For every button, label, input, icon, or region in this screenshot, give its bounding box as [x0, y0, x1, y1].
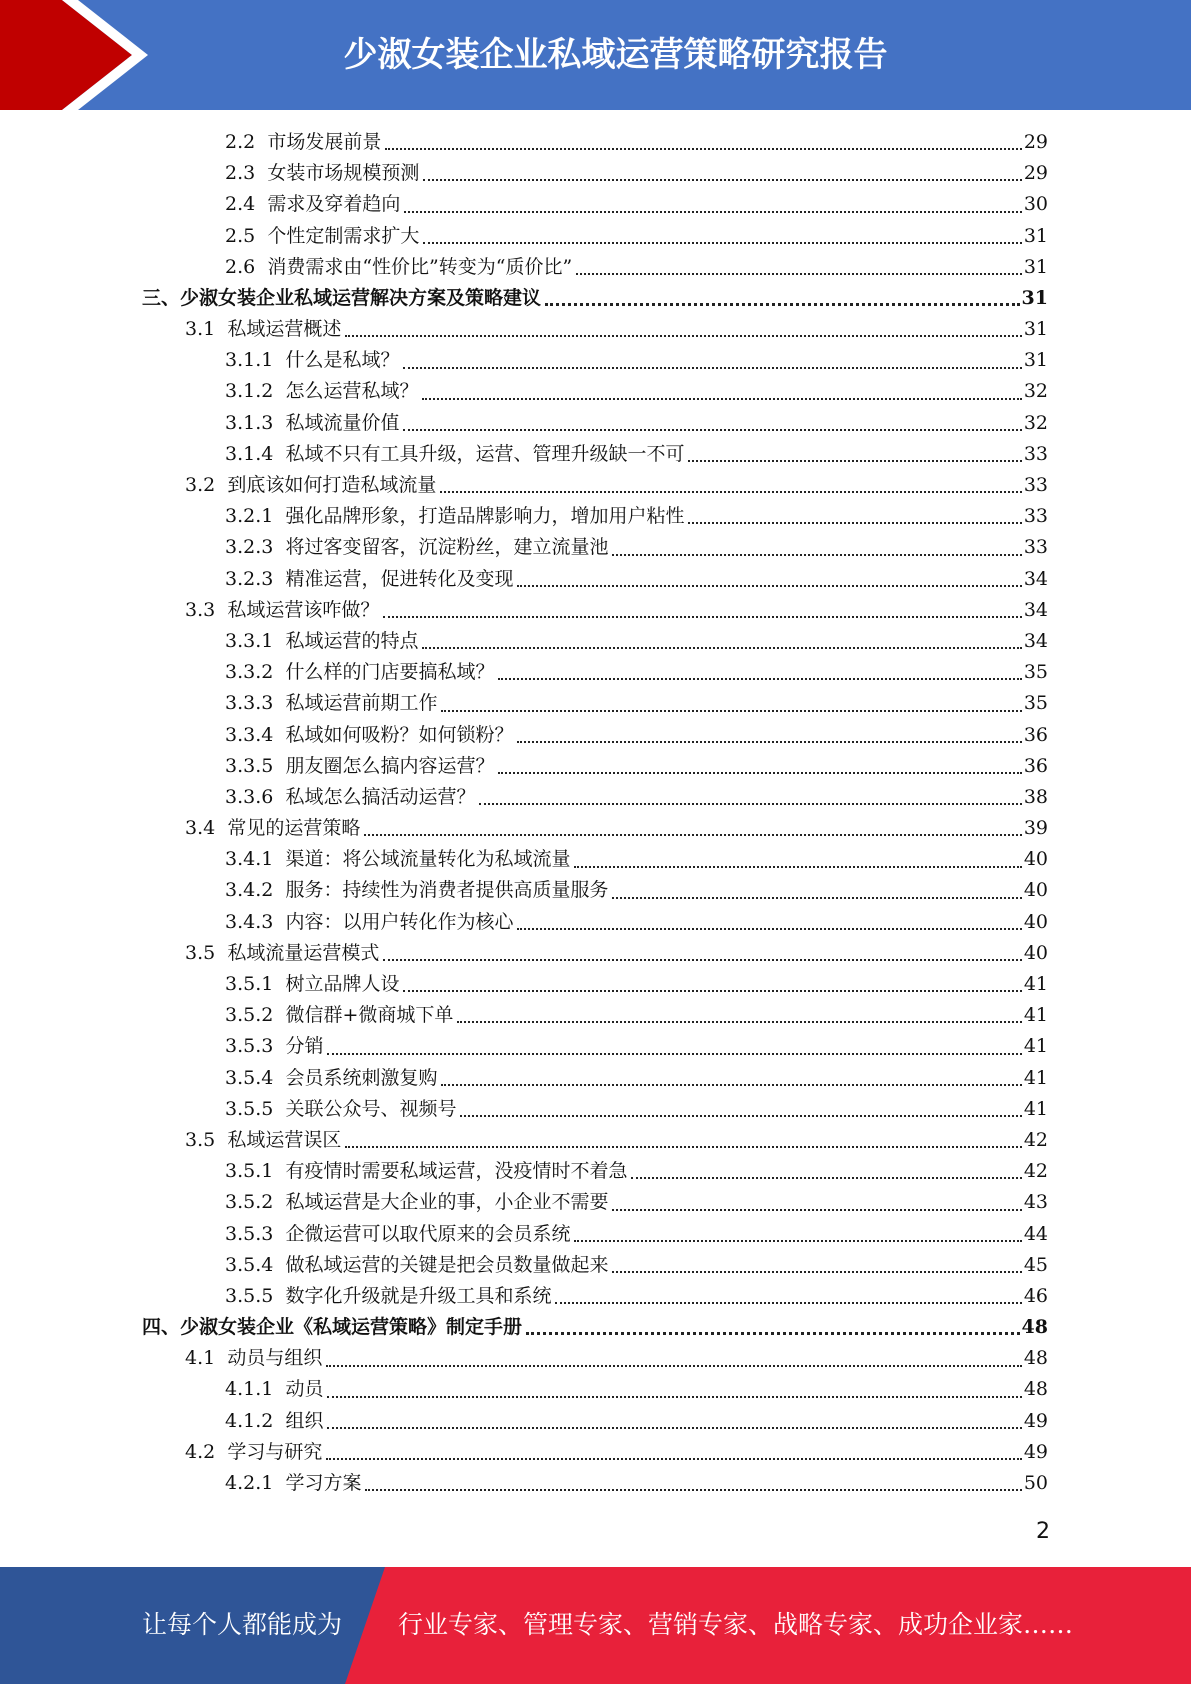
toc-dot-leader — [517, 928, 1021, 930]
toc-dot-leader — [517, 741, 1021, 743]
toc-entry[interactable] — [0, 532, 1048, 563]
toc-entry-number: 3.5.5 — [225, 1284, 274, 1307]
toc-entry[interactable] — [0, 1281, 1048, 1312]
toc-dot-leader — [327, 1396, 1021, 1398]
toc-entry-number: 3.5 — [185, 941, 216, 964]
toc-entry-number: 3.5.1 — [225, 1160, 274, 1183]
toc-entry-label: 市场发展前景 — [267, 130, 382, 153]
toc-dot-leader — [404, 211, 1021, 213]
toc-entry-page: 31 — [1023, 349, 1048, 372]
toc-dot-leader — [545, 303, 1020, 306]
toc-entry[interactable] — [0, 1156, 1048, 1187]
toc-entry[interactable] — [0, 127, 1048, 158]
toc-entry-label: 动员 — [285, 1378, 324, 1401]
toc-dot-leader — [345, 335, 1021, 337]
toc-entry-page: 35 — [1023, 661, 1048, 684]
toc-dot-leader — [440, 491, 1021, 493]
toc-entry[interactable] — [0, 720, 1048, 751]
toc-entry-page: 33 — [1023, 505, 1048, 528]
toc-entry[interactable] — [0, 1125, 1048, 1156]
toc-entry-page: 40 — [1023, 910, 1048, 933]
toc-entry-number: 3.5.4 — [225, 1066, 274, 1089]
toc-entry-page: 46 — [1023, 1284, 1048, 1307]
toc-entry-label: 强化品牌形象，打造品牌影响力，增加用户粘性 — [285, 505, 685, 528]
toc-dot-leader — [403, 429, 1021, 431]
toc-entry-page: 49 — [1023, 1440, 1048, 1463]
toc-entry-label: 精准运营，促进转化及变现 — [285, 567, 514, 590]
toc-dot-leader — [612, 554, 1021, 556]
toc-dot-leader — [364, 834, 1021, 836]
toc-entry-label: 私域流量运营模式 — [227, 941, 380, 964]
toc-entry[interactable] — [0, 158, 1048, 189]
toc-entry-page: 31 — [1023, 224, 1048, 247]
toc-entry[interactable] — [0, 1000, 1048, 1031]
page-header — [0, 0, 1191, 110]
toc-entry[interactable] — [0, 907, 1048, 938]
toc-entry-page: 42 — [1023, 1128, 1048, 1151]
toc-entry-label: 关联公众号、视频号 — [285, 1097, 457, 1120]
toc-entry-page: 41 — [1023, 973, 1048, 996]
toc-entry-number: 3.3.1 — [225, 629, 274, 652]
toc-entry[interactable] — [0, 595, 1048, 626]
toc-entry-label: 什么是私域？ — [285, 349, 400, 372]
toc-entry[interactable] — [0, 1063, 1048, 1094]
toc-entry[interactable] — [0, 657, 1048, 688]
toc-entry-label: 常见的运营策略 — [227, 817, 361, 840]
toc-entry-page: 41 — [1023, 1066, 1048, 1089]
toc-entry-label: 私域运营概述 — [227, 318, 342, 341]
toc-entry-page: 34 — [1023, 598, 1048, 621]
toc-entry-page: 31 — [1023, 255, 1048, 278]
toc-entry-label: 微信群+微商城下单 — [285, 1004, 454, 1027]
toc-entry[interactable] — [0, 470, 1048, 501]
footer-slogan-left: 让每个人都能成为 — [142, 1610, 343, 1639]
toc-dot-leader — [498, 772, 1021, 774]
toc-entry-page: 40 — [1023, 848, 1048, 871]
toc-entry[interactable] — [0, 1187, 1048, 1218]
toc-entry-number: 3.1.3 — [225, 411, 274, 434]
toc-dot-leader — [441, 710, 1021, 712]
toc-entry-page: 29 — [1023, 130, 1048, 153]
toc-dot-leader — [688, 522, 1021, 524]
toc-dot-leader — [326, 1458, 1021, 1460]
toc-entry-label: 企微运营可以取代原来的会员系统 — [285, 1222, 571, 1245]
toc-dot-leader — [574, 866, 1021, 868]
toc-entry-page: 35 — [1023, 692, 1048, 715]
toc-entry-page: 33 — [1023, 442, 1048, 465]
toc-entry-number: 2.3 — [225, 162, 256, 185]
header-arrow-red — [0, 0, 132, 110]
toc-dot-leader — [385, 148, 1021, 150]
toc-dot-leader — [422, 398, 1021, 400]
toc-entry-label: 私域运营该咋做？ — [227, 598, 380, 621]
toc-dot-leader — [423, 179, 1021, 181]
toc-dot-leader — [383, 959, 1021, 961]
toc-entry-page: 34 — [1023, 567, 1048, 590]
toc-entry-label: 动员与组织 — [227, 1347, 323, 1370]
toc-entry-number: 3.5.3 — [225, 1222, 274, 1245]
toc-entry-page: 41 — [1023, 1035, 1048, 1058]
toc-entry-page: 33 — [1023, 474, 1048, 497]
toc-entry-page: 30 — [1023, 193, 1048, 216]
toc-entry[interactable] — [0, 283, 1048, 314]
toc-entry-page: 48 — [1021, 1316, 1048, 1339]
toc-entry[interactable] — [0, 1468, 1048, 1499]
toc-dot-leader — [327, 1427, 1021, 1429]
toc-entry[interactable] — [0, 1094, 1048, 1125]
toc-entry-label: 数字化升级就是升级工具和系统 — [285, 1284, 552, 1307]
table-of-contents — [0, 127, 1191, 1499]
toc-entry-number: 3.4.1 — [225, 848, 274, 871]
toc-entry-label: 学习方案 — [285, 1472, 362, 1495]
toc-entry[interactable] — [0, 844, 1048, 875]
toc-dot-leader — [403, 367, 1021, 369]
toc-entry[interactable] — [0, 1375, 1048, 1406]
toc-entry-label: 私域如何吸粉？如何锁粉？ — [285, 723, 514, 746]
toc-entry-number: 3.5.5 — [225, 1097, 274, 1120]
toc-entry-number: 3.4.2 — [225, 879, 274, 902]
toc-entry[interactable] — [0, 782, 1048, 813]
toc-entry-number: 3.2.1 — [225, 505, 274, 528]
toc-dot-leader — [555, 1302, 1021, 1304]
toc-dot-leader — [326, 1365, 1021, 1367]
toc-dot-leader — [345, 1146, 1021, 1148]
toc-entry-page: 40 — [1023, 941, 1048, 964]
toc-entry-number: 2.2 — [225, 130, 256, 153]
toc-entry[interactable] — [0, 1406, 1048, 1437]
toc-entry-label: 三、少淑女装企业私域运营解决方案及策略建议 — [142, 286, 542, 309]
toc-entry-label: 私域运营是大企业的事，小企业不需要 — [285, 1191, 609, 1214]
toc-entry-label: 到底该如何打造私域流量 — [227, 474, 437, 497]
toc-entry-number: 4.1.2 — [225, 1409, 274, 1432]
toc-dot-leader — [441, 1084, 1021, 1086]
toc-entry-page: 44 — [1023, 1222, 1048, 1245]
toc-entry[interactable] — [0, 345, 1048, 376]
toc-entry-number: 2.5 — [225, 224, 256, 247]
toc-entry-page: 32 — [1023, 380, 1048, 403]
toc-entry-number: 3.5.2 — [225, 1004, 274, 1027]
toc-dot-leader — [498, 678, 1021, 680]
toc-entry-label: 分销 — [285, 1035, 324, 1058]
toc-entry[interactable] — [0, 1219, 1048, 1250]
page-number: 2 — [1036, 1519, 1050, 1544]
toc-dot-leader — [526, 1332, 1020, 1335]
toc-dot-leader — [383, 616, 1021, 618]
toc-entry-number: 3.5 — [185, 1128, 216, 1151]
toc-entry-number: 4.2 — [185, 1440, 216, 1463]
toc-entry-page: 29 — [1023, 162, 1048, 185]
toc-entry[interactable] — [0, 377, 1048, 408]
toc-entry[interactable] — [0, 969, 1048, 1000]
toc-entry-label: 渠道：将公域流量转化为私域流量 — [285, 848, 571, 871]
toc-entry-number: 3.1.1 — [225, 349, 274, 372]
toc-entry[interactable] — [0, 1031, 1048, 1062]
toc-entry-page: 45 — [1023, 1253, 1048, 1276]
toc-entry-label: 会员系统刺激复购 — [285, 1066, 438, 1089]
toc-entry-page: 42 — [1023, 1160, 1048, 1183]
toc-dot-leader — [631, 1177, 1021, 1179]
toc-entry-label: 学习与研究 — [227, 1440, 323, 1463]
toc-entry[interactable] — [0, 439, 1048, 470]
toc-entry-label: 四、少淑女装企业《私域运营策略》制定手册 — [142, 1316, 523, 1339]
toc-entry-number: 3.4.3 — [225, 910, 274, 933]
toc-entry-number: 4.1.1 — [225, 1378, 274, 1401]
toc-entry[interactable] — [0, 876, 1048, 907]
toc-entry-label: 需求及穿着趋向 — [267, 193, 401, 216]
toc-dot-leader — [688, 460, 1021, 462]
toc-entry-number: 4.1 — [185, 1347, 216, 1370]
toc-entry-page: 36 — [1023, 723, 1048, 746]
toc-entry[interactable] — [0, 1437, 1048, 1468]
toc-entry-number: 3.5.2 — [225, 1191, 274, 1214]
toc-entry-number: 3.5.3 — [225, 1035, 274, 1058]
toc-entry-number: 3.4 — [185, 817, 216, 840]
toc-entry-page: 31 — [1023, 318, 1048, 341]
toc-entry-page: 41 — [1023, 1004, 1048, 1027]
toc-entry-page: 33 — [1023, 536, 1048, 559]
toc-entry-label: 将过客变留客，沉淀粉丝，建立流量池 — [285, 536, 609, 559]
toc-dot-leader — [460, 1115, 1021, 1117]
toc-entry-page: 32 — [1023, 411, 1048, 434]
toc-entry[interactable] — [0, 564, 1048, 595]
toc-entry-number: 3.1 — [185, 318, 216, 341]
toc-entry-page: 39 — [1023, 817, 1048, 840]
toc-dot-leader — [612, 897, 1021, 899]
toc-entry[interactable] — [0, 501, 1048, 532]
toc-dot-leader — [576, 273, 1022, 275]
toc-entry-page: 36 — [1023, 754, 1048, 777]
toc-entry[interactable] — [0, 252, 1048, 283]
toc-entry-page: 34 — [1023, 629, 1048, 652]
toc-dot-leader — [517, 585, 1021, 587]
toc-dot-leader — [327, 1053, 1021, 1055]
toc-entry-label: 个性定制需求扩大 — [267, 224, 420, 247]
toc-entry-label: 消费需求由“性价比”转变为“质价比” — [267, 255, 573, 278]
toc-entry-label: 怎么运营私域？ — [285, 380, 419, 403]
toc-entry-number: 3.3.2 — [225, 661, 274, 684]
toc-entry-label: 树立品牌人设 — [285, 973, 400, 996]
toc-entry-page: 49 — [1023, 1409, 1048, 1432]
toc-entry-number: 3.3 — [185, 598, 216, 621]
toc-entry-label: 私域流量价值 — [285, 411, 400, 434]
toc-entry-label: 内容：以用户转化作为核心 — [285, 910, 514, 933]
toc-entry-page: 48 — [1023, 1378, 1048, 1401]
toc-entry-number: 3.3.5 — [225, 754, 274, 777]
toc-entry-label: 私域怎么搞活动运营？ — [285, 785, 476, 808]
toc-entry-number: 2.6 — [225, 255, 256, 278]
toc-entry[interactable] — [0, 189, 1048, 220]
toc-entry-number: 3.3.4 — [225, 723, 274, 746]
toc-entry[interactable] — [0, 221, 1048, 252]
toc-entry-number: 3.2.3 — [225, 536, 274, 559]
toc-entry-label: 组织 — [285, 1409, 324, 1432]
toc-entry-number: 2.4 — [225, 193, 256, 216]
toc-entry-label: 朋友圈怎么搞内容运营？ — [285, 754, 495, 777]
toc-entry-page: 40 — [1023, 879, 1048, 902]
document-title: 少淑女装企业私域运营策略研究报告 — [343, 35, 888, 75]
toc-entry[interactable] — [0, 1343, 1048, 1374]
toc-entry[interactable] — [0, 688, 1048, 719]
toc-entry-page: 43 — [1023, 1191, 1048, 1214]
toc-entry-number: 4.2.1 — [225, 1472, 274, 1495]
toc-entry-number: 3.2 — [185, 474, 216, 497]
toc-entry-label: 服务：持续性为消费者提供高质量服务 — [285, 879, 609, 902]
toc-dot-leader — [612, 1271, 1021, 1273]
toc-entry[interactable] — [0, 751, 1048, 782]
toc-entry[interactable] — [0, 813, 1048, 844]
toc-dot-leader — [365, 1489, 1021, 1491]
toc-entry-number: 3.1.2 — [225, 380, 274, 403]
toc-entry[interactable] — [0, 1312, 1048, 1343]
toc-entry[interactable] — [0, 1250, 1048, 1281]
toc-entry-number: 3.2.3 — [225, 567, 274, 590]
toc-dot-leader — [612, 1209, 1021, 1211]
toc-entry-number: 3.3.6 — [225, 785, 274, 808]
toc-entry-page: 41 — [1023, 1097, 1048, 1120]
toc-entry-label: 私域不只有工具升级，运营、管理升级缺一不可 — [285, 442, 685, 465]
toc-entry-label: 做私域运营的关键是把会员数量做起来 — [285, 1253, 609, 1276]
toc-dot-leader — [403, 990, 1021, 992]
toc-entry[interactable] — [0, 938, 1048, 969]
toc-entry-page: 38 — [1023, 785, 1048, 808]
toc-entry-label: 有疫情时需要私域运营，没疫情时不着急 — [285, 1160, 628, 1183]
toc-entry[interactable] — [0, 626, 1048, 657]
toc-entry-number: 3.5.1 — [225, 973, 274, 996]
toc-dot-leader — [457, 1021, 1021, 1023]
toc-entry-page: 31 — [1021, 286, 1048, 309]
toc-entry[interactable] — [0, 314, 1048, 345]
toc-entry-number: 3.5.4 — [225, 1253, 274, 1276]
toc-dot-leader — [574, 1240, 1021, 1242]
toc-entry-page: 48 — [1023, 1347, 1048, 1370]
toc-entry-label: 私域运营误区 — [227, 1128, 342, 1151]
toc-dot-leader — [479, 803, 1021, 805]
toc-entry[interactable] — [0, 408, 1048, 439]
toc-entry-number: 3.1.4 — [225, 442, 274, 465]
page-footer — [0, 1567, 1191, 1684]
toc-entry-page: 50 — [1023, 1472, 1048, 1495]
toc-dot-leader — [423, 242, 1021, 244]
footer-slogan-right: 行业专家、管理专家、营销专家、战略专家、成功企业家…… — [398, 1610, 1074, 1639]
toc-entry-label: 女装市场规模预测 — [267, 162, 420, 185]
toc-entry-label: 什么样的门店要搞私域？ — [285, 661, 495, 684]
toc-entry-label: 私域运营前期工作 — [285, 692, 438, 715]
toc-entry-label: 私域运营的特点 — [285, 629, 419, 652]
toc-entry-number: 3.3.3 — [225, 692, 274, 715]
toc-dot-leader — [422, 647, 1021, 649]
